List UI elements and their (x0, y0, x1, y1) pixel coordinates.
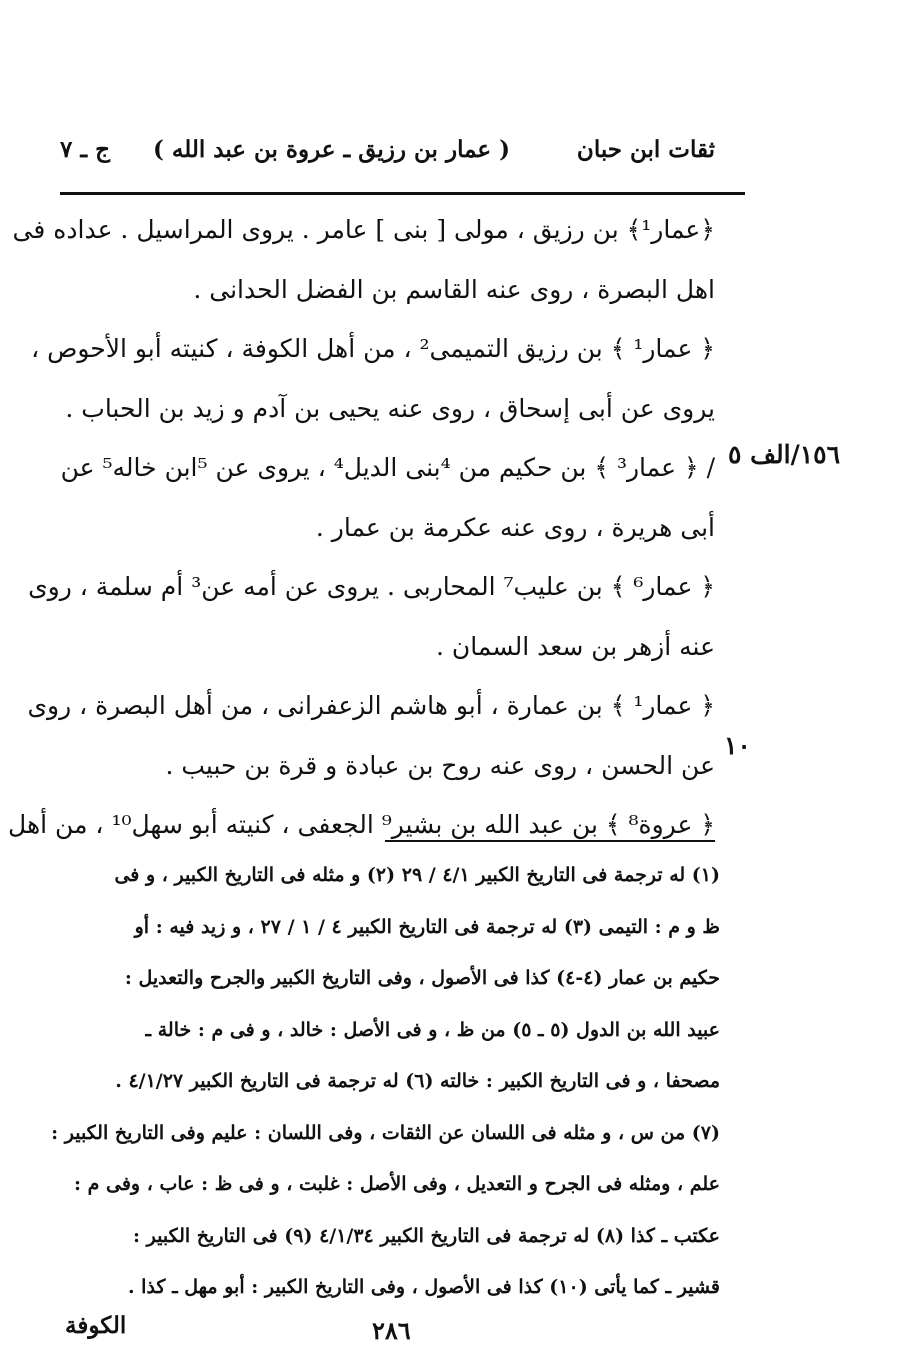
footnote-line: عبيد الله بن الدول (٥ ـ ٥) من ظ ، و فى الأصل : خالد ، و فى م : خالة ـ (145, 1018, 720, 1041)
header-rule (60, 192, 745, 195)
text-line: ﴿ عمار¹ ﴾ بن رزيق التميمى² ، من أهل الكوفة ، كنيته أبو الأحوص ، (31, 334, 715, 363)
main-text (8, 200, 715, 855)
text-line: / ﴿ عمار³ ﴾ بن حكيم من ⁴بنى الديل⁴ ، يروى عن ⁵ابن خاله⁵ عن (60, 453, 715, 482)
folio-ref: ١٥٦/الف (750, 440, 841, 469)
text-line: يروى عن أبى إسحاق ، روى عنه يحيى بن آدم و زيد بن الحباب . (65, 393, 715, 423)
footnote-rule (385, 840, 715, 842)
footnote-line: علم ، ومثله فى الجرح و التعديل ، وفى الأصل : غلبت ، و فى ظ : عاب ، وفى م : (74, 1173, 720, 1195)
catchword: الكوفة (65, 1312, 127, 1339)
footnotes (51, 850, 720, 1314)
folio-marker (728, 440, 840, 469)
footnote-line: قشير ـ كما يأتى (١٠) كذا فى الأصول ، وفى التاريخ الكبير : أبو مهل ـ كذا . (127, 1276, 720, 1298)
text-line: أبى هريرة ، روى عنه عكرمة بن عمار . (315, 512, 715, 542)
entry-range: ( عمار بن رزيق ـ عروة بن عبد الله ) (153, 136, 510, 163)
text-line: ﴿ عروة⁸ ﴾ بن عبد الله بن بشير⁹ الجعفى ، كنيته أبو سهل¹⁰ ، من أهل (8, 810, 715, 839)
text-line: عنه أزهر بن سعد السمان . (436, 631, 715, 661)
line-number-5: ٥ (728, 440, 742, 469)
text-line: ﴿ عمار⁶ ﴾ بن عليب⁷ المحاربى . يروى عن أمه عن³ أم سلمة ، روى (28, 572, 715, 601)
footnote-line: عكتب ـ كذا (٨) له ترجمة فى التاريخ الكبير ٤/١/٣٤ (٩) فى التاريخ الكبير : (133, 1224, 720, 1247)
footnote-line: ظ و م : التيمى (٣) له ترجمة فى التاريخ الكبير ٤ / ١ / ٢٧ ، و زيد فيه : أو (134, 915, 720, 938)
page-number: ٢٨٦ (372, 1316, 411, 1345)
footnote-line: (١) له ترجمة فى التاريخ الكبير ٤/١ / ٢٩ (٢) و مثله فى التاريخ الكبير ، و فى (114, 864, 720, 886)
text-line: ﴿عمار¹﴾ بن رزيق ، مولى [ بنى ] عامر . يروى المراسيل . عداده فى (12, 215, 715, 244)
text-line: عن الحسن ، روى عنه روح بن عبادة و قرة بن حبيب . (165, 750, 715, 780)
volume-label: ج ـ ٧ (60, 136, 110, 163)
line-number-10: ١٠ (724, 731, 751, 760)
text-line: ﴿ عمار¹ ﴾ بن عمارة ، أبو هاشم الزعفرانى ، من أهل البصرة ، روى (27, 691, 715, 720)
footnote-line: مصحفا ، و فى التاريخ الكبير : خالته (٦) له ترجمة فى التاريخ الكبير ٤/١/٢٧ . (115, 1070, 720, 1092)
book-title: ثقات ابن حبان (576, 136, 715, 163)
footnote-line: (٧) من س ، و مثله فى اللسان عن الثقات ، وفى اللسان : عليم وفى التاريخ الكبير : (51, 1121, 720, 1144)
text-line: اهل البصرة ، روى عنه القاسم بن الفضل الحدانى . (193, 274, 715, 304)
running-header (60, 136, 715, 176)
footnote-line: حكيم بن عمار (٤-٤) كذا فى الأصول ، وفى التاريخ الكبير والجرح والتعديل : (124, 967, 720, 989)
